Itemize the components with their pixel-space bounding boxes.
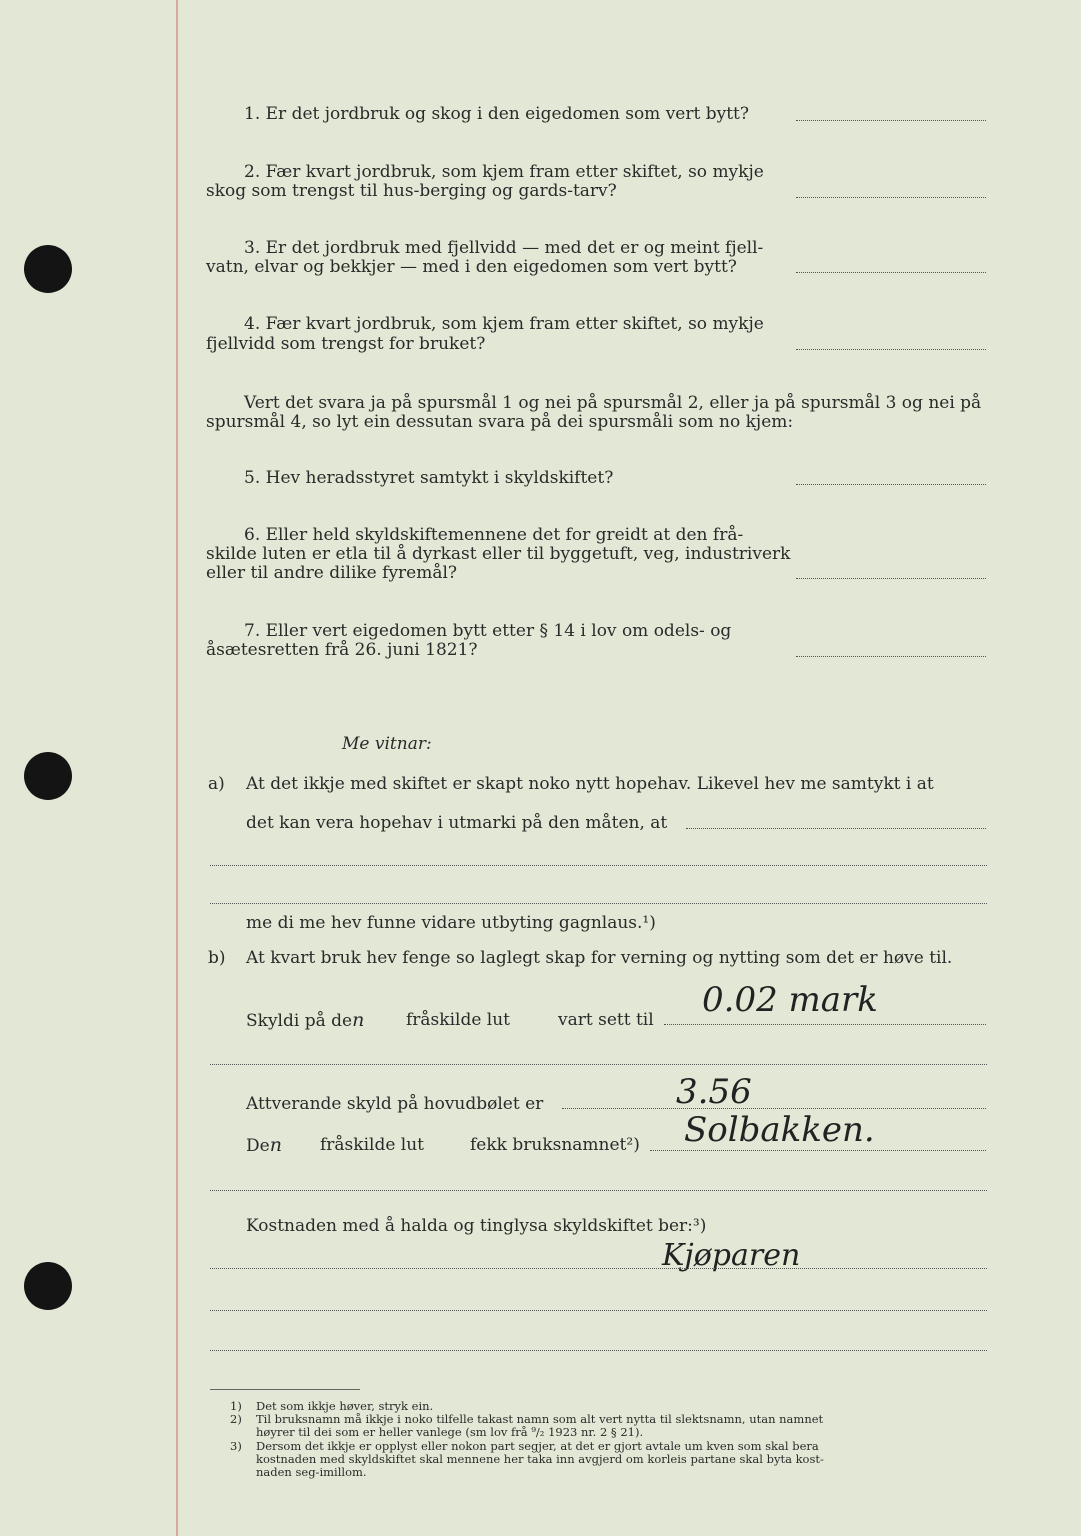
margin-line (176, 0, 178, 1536)
attverande-field[interactable] (562, 1108, 986, 1109)
witness-a-text: At det ikkje med skiftet er skapt noko nytt hopehav. Likevel hev me samtykt i at (246, 774, 934, 794)
footnote-text: Dersom det ikkje er opplyst eller nokon part segjer, at det er gjort avtale um kven som skal bera (256, 1439, 819, 1453)
instruction-text: spursmål 4, so lyt ein dessutan svara på dei spursmåli som no kjem: (206, 412, 794, 432)
bruk-line[interactable] (210, 1190, 987, 1191)
footnote-text: Til bruksnamn må ikkje i noko tilfelle takast namn som alt vert nytta til slektsnamn, utan namnet (256, 1412, 824, 1426)
answer-line-4[interactable] (796, 349, 986, 350)
witness-a-end: me di me hev funne vidare utbyting gagnlaus.¹) (246, 913, 656, 933)
question-6-text: skilde luten er etla til å dyrkast eller til byggetuft, veg, industriverk (206, 544, 791, 564)
question-5-text: 5. Hev heradsstyret samtykt i skyldskiftet? (244, 468, 614, 488)
answer-line-6[interactable] (796, 578, 986, 579)
hopehav-line[interactable] (210, 865, 987, 866)
footnote-rule (210, 1389, 360, 1390)
witness-heading: Me vitnar: (342, 734, 432, 754)
hopehav-line[interactable] (686, 828, 986, 829)
footnote-text: kostnaden med skyldskiftet skal mennene her taka inn avgjerd om korleis partane skal byta kost- (256, 1452, 824, 1466)
answer-line-5[interactable] (796, 484, 986, 485)
answer-line-1[interactable] (796, 120, 986, 121)
answer-line-2[interactable] (796, 197, 986, 198)
bruk-field[interactable] (650, 1150, 986, 1151)
instruction-text: Vert det svara ja på spursmål 1 og nei på spursmål 2, eller ja på spursmål 3 og nei på (244, 393, 982, 413)
skyld-label: vart sett til (558, 1010, 654, 1030)
bruk-label: fråskilde lut (320, 1135, 425, 1155)
hopehav-line[interactable] (210, 903, 987, 904)
footnote-text: høyrer til dei som er heller vanlege (sm lov frå ⁹/₂ 1923 nr. 2 § 21). (256, 1425, 644, 1439)
answer-line-3[interactable] (796, 272, 986, 273)
attverande-label: Attverande skyld på hovudbølet er (246, 1094, 544, 1114)
kost-line[interactable] (210, 1310, 987, 1311)
kost-value[interactable]: Kjøparen (662, 1238, 801, 1273)
question-2-text: skog som trengst til hus-berging og gards-tarv? (206, 181, 617, 201)
question-4-text: fjellvidd som trengst for bruket? (206, 334, 486, 354)
footnote-mark: 3) (230, 1439, 242, 1453)
question-4-text: 4. Fær kvart jordbruk, som kjem fram etter skiftet, so mykje (244, 314, 764, 334)
bruk-label: fekk bruksnamnet²) (470, 1135, 640, 1155)
skyld-label: fråskilde lut (406, 1010, 511, 1030)
witness-b-label: b) (208, 948, 226, 968)
attverande-value[interactable]: 3.56 (676, 1072, 752, 1112)
footnote-text: naden seg-imillom. (256, 1465, 367, 1479)
question-7-text: åsætesretten frå 26. juni 1821? (206, 640, 478, 660)
bruk-value[interactable]: Solbakken. (684, 1110, 875, 1150)
kost-line[interactable] (210, 1268, 987, 1269)
punch-hole (24, 1262, 72, 1310)
kost-line[interactable] (210, 1350, 987, 1351)
punch-hole (24, 752, 72, 800)
footnote-text: Det som ikkje høver, stryk ein. (256, 1399, 434, 1413)
question-1-text: 1. Er det jordbruk og skog i den eigedomen som vert bytt? (244, 104, 749, 124)
footnote-mark: 1) (230, 1399, 242, 1413)
punch-hole (24, 245, 72, 293)
skyld-value[interactable]: 0.02 mark (702, 980, 878, 1020)
question-7-text: 7. Eller vert eigedomen bytt etter § 14 i lov om odels- og (244, 621, 732, 641)
question-2-text: 2. Fær kvart jordbruk, som kjem fram etter skiftet, so mykje (244, 162, 764, 182)
question-3-text: vatn, elvar og bekkjer — med i den eigedomen som vert bytt? (206, 257, 737, 277)
witness-a-label: a) (208, 774, 225, 794)
skyld-label: Skyldi på den (246, 1009, 365, 1031)
question-6-text: 6. Eller held skyldskiftemennene det for greidt at den frå- (244, 525, 744, 545)
skyld-field[interactable] (664, 1024, 986, 1025)
kost-label: Kostnaden med å halda og tinglysa skyldskiftet ber:³) (246, 1216, 707, 1236)
footnote-mark: 2) (230, 1412, 242, 1426)
bruk-label: Den (246, 1134, 282, 1156)
question-3-text: 3. Er det jordbruk med fjellvidd — med det er og meint fjell- (244, 238, 764, 258)
witness-a-text: det kan vera hopehav i utmarki på den måten, at (246, 813, 668, 833)
witness-b-text: At kvart bruk hev fenge so laglegt skap for verning og nytting som det er høve til. (246, 948, 953, 968)
skyld-line[interactable] (210, 1064, 987, 1065)
answer-line-7[interactable] (796, 656, 986, 657)
question-6-text: eller til andre dilike fyremål? (206, 563, 458, 583)
